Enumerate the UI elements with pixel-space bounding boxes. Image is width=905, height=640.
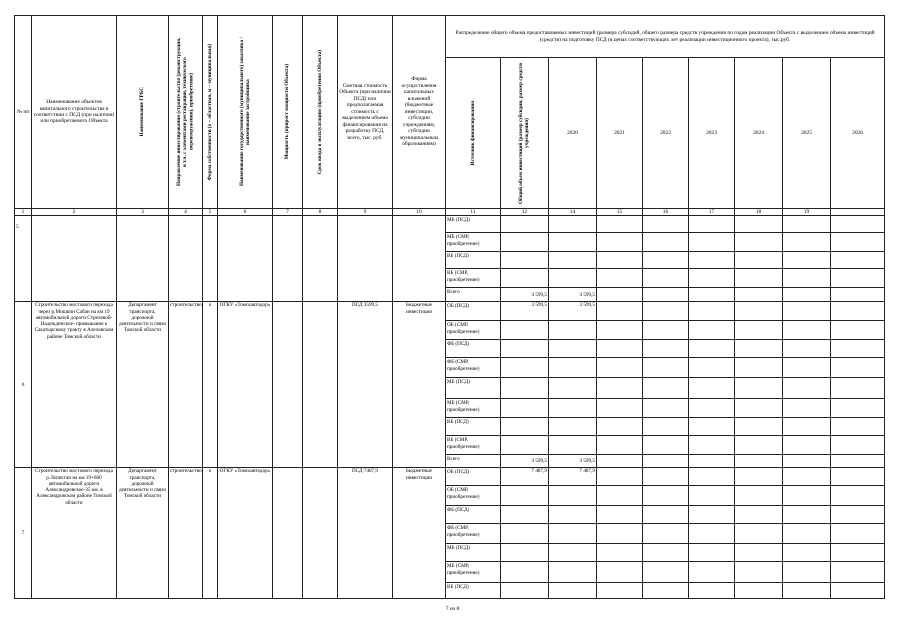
source-cell: МБ (СМР, приобретение) [446,399,501,418]
row-number: 6 [15,302,32,468]
customer-cell [218,216,273,302]
total-value: 3 599,5 [501,302,549,321]
table-row [15,216,885,233]
source-cell: ВБ (ПСД) [446,583,501,599]
header-distribution: Распределение общего объема предоставляемых инвестиций (размера субсидий, общего размера средств учреждения по годам реализации Объекта с выделением объема инвестиций (средств) на подготовку ПСД (в ценах соответствующих лет реализации инвестиционного проекта), тыс.руб. [446,16,885,58]
commissioning-cell [303,216,338,302]
header-year-2025: 2025 [783,58,831,209]
source-cell: ОБ (ПСД) [446,302,501,321]
header-year-2026: 2026 [831,58,885,209]
header-direction: Направление инвестирования (строительство (реконструкция, в т.ч. с элементами реставрации, технического перевооружения), приобретение) [169,16,203,209]
direction-cell: строительство [169,468,203,599]
header-estimate: Сметная стоимость Объекта (при наличии ПСД) или предполагаемая стоимость с выделением объема финансирования на разработку ПСД, всего, тыс. руб. [338,16,393,209]
col-number: 18 [735,209,783,216]
source-cell: ФБ (ПСД) [446,340,501,358]
total-value: 3 599,5 [501,288,549,302]
customer-cell: ОГКУ «Томскавтодор» [218,468,273,599]
commissioning-cell [303,468,338,599]
row-number: 7 [15,468,32,599]
header-year-2020: 2020 [549,58,597,209]
header-year-2024: 2024 [735,58,783,209]
col-number [831,209,885,216]
ownership-cell [203,216,218,302]
source-cell: ФБ (ПСД) [446,506,501,524]
total-value: 3 599,5 [501,455,549,468]
col-number: 3 [117,209,169,216]
col-number: 15 [597,209,643,216]
col-number: 6 [218,209,273,216]
year-2020-value: 3 599,5 [549,455,597,468]
column-numbers-row [15,209,885,216]
header-total-volume: Общий объем инвестиций (размер субсидии, размер средств учреждения) [501,58,549,209]
grbs-cell: Департамент транспорта, дорожной деятельности и связи Томской области [117,468,169,599]
header-object-name: Наименование объектов капитального строительства в соответствии с ПСД (при наличии) или приобретаемого Объекта [32,16,117,209]
header-form: Форма осуществления капитальных вложений (бюджетные инвестиции, субсидии учреждениям, субсидии муниципальным образованиям) [393,16,446,209]
col-number: 2 [32,209,117,216]
source-cell: ВБ (ПСД) [446,418,501,436]
grbs-cell: Департамент транспорта, дорожной деятельности и связи Томской области [117,302,169,468]
col-number: 16 [643,209,689,216]
source-cell: Всего [446,455,501,468]
form-cell: Бюджетные инвестиции [393,302,446,468]
header-year-2022: 2022 [643,58,689,209]
year-2020-value: 3 599,5 [549,288,597,302]
direction-cell: строительство [169,302,203,468]
source-cell: ОБ (ПСД) [446,468,501,486]
capacity-cell [273,216,303,302]
col-number: 17 [689,209,735,216]
ownership-cell: о [203,302,218,468]
customer-cell: ОГКУ «Томскавтодор» [218,302,273,468]
header-grbs: Наименование ГРБС [117,16,169,209]
estimate-cell: ПСД 7487,9 [338,468,393,599]
header-customer: Наименование государственного (муниципального) заказчика / наименование застройщика [218,16,273,209]
capacity-cell [273,468,303,599]
source-cell: ФБ (СМР, приобретение) [446,524,501,544]
col-number: 12 [501,209,549,216]
source-cell: МБ (ПСД) [446,378,501,399]
source-cell: ОБ (СМР, приобретение) [446,321,501,340]
header-source: Источник финансирования [446,58,501,209]
direction-cell [169,216,203,302]
col-number: 11 [446,209,501,216]
source-cell: МБ (ПСД) [446,216,501,233]
col-number: 9 [338,209,393,216]
col-number: 19 [783,209,831,216]
form-cell: Бюджетные инвестиции [393,468,446,599]
investment-table [14,15,885,599]
source-cell: ВБ (СМР, приобретение) [446,436,501,455]
header-year-2021: 2021 [597,58,643,209]
col-number: 1 [15,209,32,216]
source-cell: МБ (ПСД) [446,544,501,562]
object-name-cell: Строительство мостового перехода р.Леписган на км 19+600 автомобильной дороги Александровское-35 км. в Александровском районе Томской области [32,468,117,599]
table-row [15,468,885,486]
header-num: № пп [15,16,32,209]
commissioning-cell [303,302,338,468]
col-number: 10 [393,209,446,216]
col-number: 5 [203,209,218,216]
source-cell: ФБ (СМР, приобретение) [446,358,501,378]
header-capacity: Мощность (прирост мощности Объекта) [273,16,303,209]
row-number: 5 [15,216,32,302]
source-cell: ВБ (СМР, приобретение) [446,269,501,288]
object-name-cell: Строительство мостового перехода через р.Мишкин Сабан на км 19 автомобильной дороги Стрелевой-Надеждинское- примыкание к Сакатырскому тракту в Алеховском районе Томской области [32,302,117,468]
form-cell [393,216,446,302]
estimate-cell [338,216,393,302]
header-commissioning: Срок ввода в эксплуатацию (приобретения Объекта) [303,16,338,209]
header-year-2023: 2023 [689,58,735,209]
page-number: 7 из 8 [445,606,460,612]
grbs-cell [117,216,169,302]
ownership-cell: о [203,468,218,599]
total-value: 7 487,9 [501,468,549,486]
object-name-cell [32,216,117,302]
year-2020-value: 3 599,5 [549,302,597,321]
capacity-cell [273,302,303,468]
col-number: 8 [303,209,338,216]
source-cell: Всего [446,288,501,302]
estimate-cell: ПСД 3599,5 [338,302,393,468]
col-number: 14 [549,209,597,216]
year-2020-value: 7 487,9 [549,468,597,486]
header-ownership: Форма собственности (о – областная, м – муниципальная) [203,16,218,209]
source-cell: МБ (СМР, приобретение) [446,562,501,583]
source-cell: МБ (СМР, приобретение) [446,233,501,252]
source-cell: ВБ (ПСД) [446,252,501,269]
col-number: 7 [273,209,303,216]
table-row [15,302,885,321]
source-cell: ОБ (СМР, приобретение) [446,486,501,506]
col-number: 4 [169,209,203,216]
